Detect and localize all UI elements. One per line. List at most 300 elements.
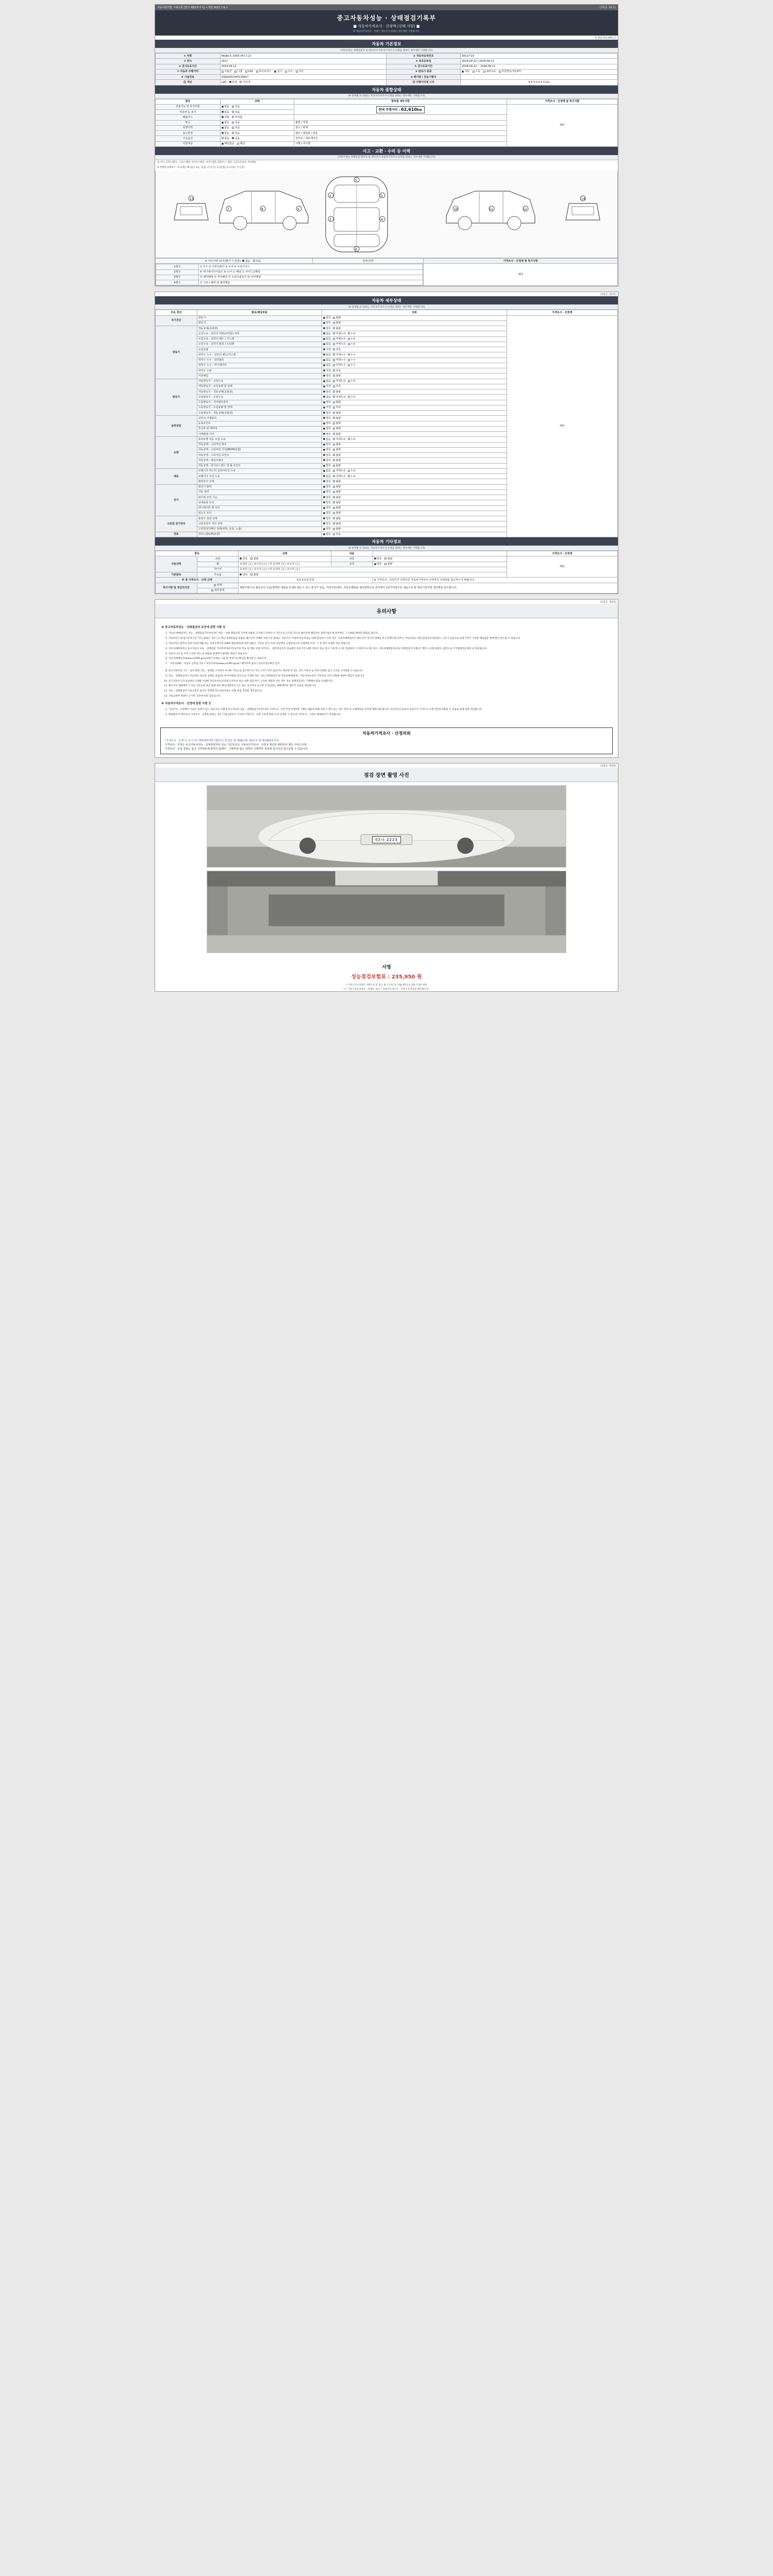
detail-state-3-1	[322, 421, 507, 426]
detail-part-1-9: 커먼레일	[197, 374, 322, 379]
car-diagram-svg	[156, 171, 618, 257]
etc-h-2b	[373, 551, 507, 556]
detail-opt-3-0-1[interactable]: 불량	[333, 417, 341, 420]
detail-opt-2-3-2[interactable]: 누유	[348, 396, 356, 399]
detail-opt-4-4-1[interactable]: 불량	[333, 459, 341, 462]
overall-price-note: 해당	[507, 104, 617, 146]
svg-text:5: 5	[355, 179, 357, 183]
car-rear-view	[566, 196, 600, 220]
basic-label-4: ⑨ 사용연료	[156, 75, 221, 80]
detail-part-4-5: 작동상태 - 타이로드엔드 및 볼 조인트	[197, 463, 322, 468]
table-header-row	[156, 551, 618, 556]
detail-opt-1-2-2[interactable]: 누유	[348, 337, 356, 341]
detail-opt-3-3-1[interactable]: 불량	[333, 433, 341, 436]
overall-state-table	[155, 99, 618, 147]
detail-state-6-4	[322, 505, 507, 511]
detail-opt-0-0-1[interactable]: 불량	[333, 316, 341, 319]
overall-h-0: 항목	[156, 99, 221, 104]
detail-state-1-6	[322, 358, 507, 363]
detail-opt-7-0-1[interactable]: 불량	[333, 517, 341, 520]
detail-opt-1-3-2[interactable]: 누유	[348, 343, 356, 346]
basic-fuel-cell	[220, 69, 386, 74]
detail-state-0-0	[322, 315, 507, 320]
detail-opt-5-1-1[interactable]: 미세누유	[333, 475, 346, 478]
price-survey-request-title: 자동차가격조사 · 산정의뢰	[362, 731, 411, 736]
detail-opt-2-6-0[interactable]: 양호	[323, 412, 331, 415]
accident-opt-0[interactable]: 없음	[242, 260, 250, 263]
detail-opt-5-1-0[interactable]: 없음	[323, 475, 331, 478]
detail-part-6-5: 윈도우 모터	[197, 511, 322, 516]
table-row	[156, 104, 618, 109]
sheet-page-2	[155, 292, 618, 594]
detail-opt-1-2-1[interactable]: 미세누유	[333, 337, 346, 341]
overall-opt-2-0[interactable]: 적합	[222, 116, 229, 119]
etc-base-label: 기본품목	[156, 572, 197, 578]
list-item: 6. 자동차매매업자(www.car365.go.kr)에서 상세를 고용 및 정보가의 확인을 확인할 수 있습니다.	[169, 657, 612, 661]
basic-trans-cell	[461, 69, 618, 74]
detail-opt-5-2-1[interactable]: 불량	[333, 480, 341, 483]
table-row	[156, 64, 618, 69]
detail-opt-4-1-1[interactable]: 불량	[333, 443, 341, 446]
table-row	[156, 269, 423, 275]
table-row	[156, 59, 618, 64]
section-accident-subnote: (자동차성능·상태점검 확인자 및 매수인이 자동차가격조사·산정을 원하는 경우에만 기재합니다)	[155, 155, 618, 160]
overall-opt-0-1[interactable]: 있음	[232, 105, 240, 108]
detail-state-8-0	[322, 532, 507, 537]
detail-opt-4-4-0[interactable]: 양호	[323, 459, 331, 462]
fuel-option-3[interactable]: 하이브리드	[256, 70, 272, 73]
overall-opt-5-1[interactable]: 있음	[232, 132, 240, 135]
form-topbar	[155, 5, 618, 10]
detail-part-4-2: 작동상태 - 스티어링 기어(MDPS포함)	[197, 447, 322, 452]
etc-h-0: 항목	[156, 551, 239, 556]
price-survey-text-1: "가격조사 · 산정"은 실시기가 매매계약체결 제3조의 및 같은 법 제58조에 제3조의 제 제1003에 따라	[165, 739, 279, 743]
detail-state-6-0	[322, 484, 507, 489]
section-state-header: 자동차 종합상태	[155, 86, 618, 94]
current-mileage-box: 현재 주행거리 : 62,610km	[376, 106, 425, 113]
detail-opt-7-1-1[interactable]: 불량	[333, 522, 341, 526]
detail-part-5-2: 배력장치 상태	[197, 479, 322, 484]
fuel-option-4[interactable]: 전기	[274, 70, 282, 73]
precautions-list-3	[169, 708, 612, 717]
detail-opt-3-1-0[interactable]: 양호	[323, 422, 331, 425]
basic-value-1: 2017	[220, 59, 386, 64]
detail-part-2-4: 수동변속기 - 기어변속장치	[197, 400, 322, 405]
detail-state-3-2	[322, 426, 507, 431]
detail-part-7-2: 고전원전기배선 상태(피복, 손상, 노출)	[197, 527, 322, 532]
fuel-option-6[interactable]: 기타	[296, 70, 304, 73]
detail-opt-2-0-0[interactable]: 없음	[323, 380, 331, 383]
detail-opt-2-3-1[interactable]: 미세누유	[333, 396, 346, 399]
etc-item-1: 휠	[197, 562, 239, 567]
car-top-view	[326, 177, 388, 252]
basic-label-0: ① 차명	[156, 54, 221, 59]
detail-price-note: 해당	[507, 315, 617, 537]
detail-opt-2-4-0[interactable]: 양호	[323, 401, 331, 404]
etc-item-2: 타이어	[197, 567, 239, 572]
svg-text:6: 6	[355, 248, 357, 252]
overall-item-5: 용도변경	[156, 131, 221, 136]
svg-text:13: 13	[190, 197, 194, 201]
svg-text:1: 1	[329, 194, 331, 198]
etc-price-note: 해당	[507, 556, 617, 578]
overall-opt-7-0[interactable]: 해당없음	[222, 142, 234, 145]
etc-opt-3-1[interactable]: 불량	[250, 573, 258, 577]
overall-opt-3-1[interactable]: 있음	[232, 121, 240, 124]
signature-label: 서명	[382, 965, 391, 971]
detail-state-3-3	[322, 432, 507, 437]
detail-state-7-2	[322, 527, 507, 532]
detail-opt-8-0-0[interactable]: 없음	[323, 533, 331, 536]
detail-opt-1-8-1[interactable]: 부족	[333, 369, 341, 372]
detail-opt-1-3-0[interactable]: 없음	[323, 343, 331, 346]
overall-item-4: 특별이력	[156, 125, 221, 130]
etc-opt-0-1[interactable]: 불량	[250, 557, 258, 561]
detail-opt-3-1-1[interactable]: 불량	[333, 422, 341, 425]
document-page	[0, 0, 773, 1007]
color-option-1[interactable]: 기타색	[240, 81, 250, 84]
detail-opt-1-2-0[interactable]: 없음	[323, 337, 331, 341]
detail-opt-1-6-1[interactable]: 미세누수	[333, 359, 346, 362]
sheet-page-3	[155, 599, 618, 758]
detail-part-6-1: 시동 모터	[197, 489, 322, 495]
trans-option-0[interactable]: 자동	[462, 70, 469, 73]
detail-state-2-4	[322, 400, 507, 405]
detail-opt-1-3-1[interactable]: 미세누유	[333, 343, 346, 346]
trans-option-1[interactable]: 수동	[473, 70, 480, 73]
document-number: 제 2021513401호	[594, 37, 616, 40]
detail-opt-4-0-1[interactable]: 미세누유	[333, 438, 346, 441]
detail-opt-2-5-0[interactable]: 적정	[323, 406, 331, 409]
overall-detail-7: 이행 / 미이행	[294, 141, 507, 146]
accident-desc-1: ※ (주요 골격) 1랭크 : 크로스멤버, 인사이드패널, 사이드멤버, 휠하우스, 패널, 트렁크플로어, 리어패널	[157, 161, 257, 164]
etc-item-0: 외장	[197, 556, 239, 562]
etc-opt-0-0[interactable]: 양호	[240, 557, 247, 561]
accident-unit-label: 단위:만원	[312, 259, 423, 264]
list-item: 2. 매매업자가 매수인이 가격조사 · 산정을 원하는 경우 국토교통부가 고시한 가격조사 · 산정 기준에 따라 조사·산정할 수 있으며 가격조사 · 산정은 매매업자가 부담합니다.	[169, 713, 612, 717]
rank-items-1: ⑤ 라디에이터서포트 ⑩ 도어 ⑪ 패널 ⑫ 사이드실패널	[198, 269, 423, 275]
basic-label-5: ⑪ 색상	[156, 80, 221, 85]
accident-price-value: 해당	[424, 264, 618, 286]
trans-option-2[interactable]: 세미오토	[483, 70, 496, 73]
table-row	[156, 280, 423, 285]
detail-part-7-1: 구동축전지 격리 상태	[197, 521, 322, 527]
detail-opt-4-2-1[interactable]: 불량	[333, 448, 341, 451]
car-right-side-view	[446, 191, 535, 230]
overall-opt-0-0[interactable]: 없음	[222, 105, 229, 108]
detail-state-1-2	[322, 336, 507, 342]
price-survey-request-box	[160, 727, 613, 755]
document-subtitle: ■ 자동차가격조사 · 산정액 (선택 사항) ■	[353, 24, 420, 28]
detail-state-6-2	[322, 495, 507, 500]
etc-state-1: 운전석 □□ 조수석 □□ / 뒤 운전석 □□ 조수석 □□	[239, 562, 331, 567]
detail-opt-4-3-1[interactable]: 불량	[333, 454, 341, 457]
detail-opt-6-4-0[interactable]: 양호	[323, 506, 331, 510]
svg-text:7: 7	[227, 208, 229, 212]
detail-h-1: 항목/해당부품	[197, 310, 322, 315]
overall-detail-3: 불법 / 적법	[294, 120, 507, 125]
svg-text:9: 9	[297, 208, 299, 212]
detail-opt-4-1-0[interactable]: 양호	[323, 443, 331, 446]
etc-item-3: 부속품	[197, 572, 239, 578]
accident-price-header: 가격조사 · 산정액 및 특기사항	[424, 259, 618, 264]
detail-opt-1-7-0[interactable]: 없음	[323, 364, 331, 367]
detail-opt-6-2-0[interactable]: 양호	[323, 496, 331, 499]
rank-label-3: 4랭크	[156, 280, 199, 285]
overall-opt-4-0[interactable]: 없음	[222, 126, 229, 129]
detail-state-1-4	[322, 347, 507, 352]
accident-history-label: ※ 사고이력 (조사/평가 시 입장) 없음 있음	[156, 259, 313, 264]
detail-group-0: 자기진단	[156, 315, 197, 326]
detail-opt-0-0-0[interactable]: 양호	[323, 316, 331, 319]
etc-h-2: 내용	[331, 551, 373, 556]
price-survey-text-3: 가격조사 · 산정 결과는 참고 가격정보에 관하여 법제처 · 구매하면 없는 내역의 구매여부 결정에 참고하실 참고문할 수 있습니다.	[165, 748, 309, 751]
rank-items-3: ⑰ 크로스멤버 ⑱ 필러패널	[198, 280, 423, 285]
detail-opt-2-5-1[interactable]: 부족	[333, 406, 341, 409]
table-row	[156, 75, 618, 80]
detail-state-1-3	[322, 342, 507, 347]
overall-opt-4-1[interactable]: 있음	[232, 126, 240, 129]
etc-h-3: 가격조사 · 산정액	[507, 551, 617, 556]
color-option-0[interactable]: 원색	[229, 81, 237, 84]
detail-opt-1-4-1[interactable]: 부족	[333, 348, 341, 351]
overall-opt-5-0[interactable]: 없음	[222, 132, 229, 135]
detail-opt-6-0-0[interactable]: 양호	[323, 485, 331, 488]
fuel-option-1[interactable]: 디젤	[234, 70, 242, 73]
overall-detail-5: 렌트 / 영업용 / 관용	[294, 131, 507, 136]
list-item: 10. 중고자동차 인도일로부터 1개월 이내에 자동차성능검사(중고자동차 성능·상태 점검자)가 고지한 내용과 다른 경우 성능·상태점검자는 기재해야 함을 안내합니다.	[169, 680, 612, 684]
rank-label-1: 2랭크	[156, 269, 199, 275]
detail-opt-6-3-0[interactable]: 양호	[323, 501, 331, 504]
overall-item-1: 자동차 등 조기	[156, 110, 221, 115]
detail-opt-6-4-1[interactable]: 불량	[333, 506, 341, 510]
detail-part-6-3: 실내송풍 모터	[197, 500, 322, 505]
photo-front-svg	[207, 786, 566, 867]
detail-part-5-1: 브레이크 오일 누유	[197, 474, 322, 479]
etc-copt-0-1[interactable]: 불량	[384, 557, 392, 561]
detail-opt-6-0-1[interactable]: 불량	[333, 485, 341, 488]
photo-underbody	[207, 871, 566, 953]
section-basic-header: 자동차 기본정보	[155, 40, 618, 48]
list-item: 9. 성능 · 상태점검자가 자동차의 성능과 상태를 점검하는데 부적합한 방식으로 기재한 경우, 성능·상태점검자 및 자동차매매업자는 자동차성능검사 기록부로 인한 손해에 대하여 책임이 있습니다.	[169, 674, 612, 679]
detail-opt-4-0-2[interactable]: 누유	[348, 438, 356, 441]
page-indicator-3: (3쪽중 제3쪽)	[600, 601, 616, 604]
list-item: 13. 국토교통부 장관이 고시한 기준에 따른 검증입니다.	[169, 694, 612, 699]
list-item: 4. 자동차매매업자는 중고자동차 성능 · 상태검검 기록부에 매수인이(이하 성능 및 책임 차량 이미지는 · 내부정검지자 성능확인 보증기간 내에 자동차 성능 검사 기준에 고시된 점검하여 고지하지 아니한 경우, 자동차매매업자(성능·상태검검자 포함)이 계약 고시에 의한다. 법적으로 국가법령정보센터 등 제공됩니다.	[169, 647, 612, 651]
etc-state-2: 운전석 □□ 조수석 □□ / 뒤 운전석 □□ 조수석 □□	[239, 567, 507, 572]
detail-opt-7-2-0[interactable]: 양호	[323, 528, 331, 531]
detail-opt-1-1-0[interactable]: 없음	[323, 332, 331, 335]
special-label: 특기사항 및 점검자의견	[156, 583, 197, 594]
detail-opt-1-1-2[interactable]: 누유	[348, 332, 356, 335]
detail-opt-0-1-1[interactable]: 불량	[333, 321, 341, 325]
detail-opt-1-8-0[interactable]: 적정	[323, 369, 331, 372]
detail-state-0-1	[322, 320, 507, 326]
section-detail-header: 자동차 세부상태	[155, 296, 618, 304]
detail-part-2-5: 수동변속기 - 오일유량 및 상태	[197, 405, 322, 410]
detail-opt-2-1-0[interactable]: 적정	[323, 385, 331, 388]
detail-part-6-4: 라디에이터 팬 모터	[197, 505, 322, 511]
photo-area	[155, 782, 618, 959]
detail-opt-5-0-2[interactable]: 누유	[348, 469, 356, 472]
detail-part-1-8: 냉각수 수량	[197, 368, 322, 374]
special-opt-1[interactable]: 내부상태	[197, 588, 239, 593]
detail-opt-2-0-1[interactable]: 미세누유	[333, 380, 346, 383]
detail-part-1-3: 오일누유 - 실린더 블록 / 오일팬	[197, 342, 322, 347]
detail-opt-2-0-2[interactable]: 누유	[348, 380, 356, 383]
sheet-page-1	[155, 4, 618, 286]
detail-opt-6-1-1[interactable]: 불량	[333, 490, 341, 494]
overall-detail-4: 침수 / 화재	[294, 125, 507, 130]
overall-opt-6-1[interactable]: 있음	[232, 137, 240, 140]
page-indicator-2: (3쪽중 제2쪽)	[600, 293, 616, 297]
odometer-digits: 0 0 0 0 0 0 0 km	[461, 80, 618, 85]
detail-opt-2-4-1[interactable]: 불량	[333, 401, 341, 404]
detail-opt-6-3-1[interactable]: 불량	[333, 501, 341, 504]
detail-opt-1-6-2[interactable]: 누수	[348, 359, 356, 362]
detail-opt-1-5-1[interactable]: 미세누수	[333, 353, 346, 357]
detail-state-body	[156, 315, 618, 537]
special-opt-0[interactable]: 상태	[197, 583, 239, 588]
overall-opt-7-1[interactable]: 해당	[237, 142, 245, 145]
basic-label-2b: ⑥ 검사유효기간	[386, 64, 461, 69]
detail-opt-6-5-0[interactable]: 양호	[323, 512, 331, 515]
detail-opt-1-7-2[interactable]: 누수	[348, 364, 356, 367]
detail-part-7-0: 충전구 절연 상태	[197, 516, 322, 521]
detail-opt-7-0-0[interactable]: 양호	[323, 517, 331, 520]
svg-text:11: 11	[489, 208, 493, 212]
detail-group-1: 원동기	[156, 326, 197, 379]
detail-opt-2-3-0[interactable]: 없음	[323, 396, 331, 399]
detail-opt-2-1-1[interactable]: 부족	[333, 385, 341, 388]
photo-footer-1: * 가격조사산정액은 제1조의 및 같은 법 고시된 본 서류(제3조의 제1조의에 따라	[346, 984, 427, 987]
detail-opt-1-5-2[interactable]: 누수	[348, 353, 356, 357]
page-indicator-1: (3쪽중 제1쪽)	[599, 6, 616, 9]
overall-item-7: 리콜대상	[156, 141, 221, 146]
basic-color-cell: LZO 원색 기타색	[220, 80, 386, 85]
detail-state-4-2	[322, 447, 507, 452]
table-row	[156, 69, 618, 74]
detail-state-4-5	[322, 463, 507, 468]
photo-underbody-svg	[207, 871, 566, 953]
detail-opt-1-4-0[interactable]: 적정	[323, 348, 331, 351]
detail-group-6: 전기	[156, 484, 197, 516]
overall-opt-2-1[interactable]: 부적합	[232, 116, 242, 119]
detail-state-5-1	[322, 474, 507, 479]
detail-opt-1-6-0[interactable]: 없음	[323, 359, 331, 362]
car-front-view	[174, 196, 208, 220]
detail-state-6-5	[322, 511, 507, 516]
detail-group-3: 동력전달	[156, 416, 197, 437]
etc-state-1c	[373, 562, 507, 567]
overall-opt-3-0[interactable]: 없음	[222, 121, 229, 124]
overall-state-3	[220, 120, 294, 125]
overall-opt-6-0[interactable]: 없음	[222, 137, 229, 140]
precautions-title: 유의사항	[155, 604, 618, 618]
document-title: 중고자동차성능 · 상태점검기록부	[337, 14, 436, 22]
detail-opt-1-0-1[interactable]: 불량	[333, 327, 341, 330]
detail-opt-5-2-0[interactable]: 양호	[323, 480, 331, 483]
svg-text:10: 10	[454, 208, 458, 212]
detail-part-4-0: 동력조향 작동 오일 누유	[197, 437, 322, 442]
detail-opt-1-9-0[interactable]: 양호	[323, 375, 331, 378]
etc-opt-3-0[interactable]: 양호	[240, 573, 247, 577]
detail-state-6-1	[322, 489, 507, 495]
detail-opt-4-2-0[interactable]: 양호	[323, 448, 331, 451]
detail-opt-4-5-1[interactable]: 불량	[333, 464, 341, 467]
basic-label-3: ⑦ 자동차 주행거리	[156, 69, 221, 74]
detail-opt-1-1-1[interactable]: 미세누유	[333, 332, 346, 335]
detail-opt-2-2-1[interactable]: 불량	[333, 391, 341, 394]
section-etc-header: 자동차 기타정보	[155, 537, 618, 546]
trans-option-3[interactable]: 무단변속기(CVT)	[499, 70, 522, 73]
detail-opt-3-3-0[interactable]: 양호	[323, 433, 331, 436]
detail-opt-2-6-1[interactable]: 불량	[333, 412, 341, 415]
detail-opt-4-3-0[interactable]: 양호	[323, 454, 331, 457]
etc-copt-1-1[interactable]: 불량	[384, 563, 392, 566]
fuel-option-2[interactable]: LPG	[245, 70, 253, 73]
detail-opt-5-0-1[interactable]: 미세누유	[333, 469, 346, 472]
detail-part-1-2: 오일누유 - 실린더 헤드 / 가스켓	[197, 336, 322, 342]
overall-item-3: 튜닝	[156, 120, 221, 125]
detail-opt-3-0-0[interactable]: 양호	[323, 417, 331, 420]
detail-opt-4-0-0[interactable]: 없음	[323, 438, 331, 441]
detail-state-2-5	[322, 405, 507, 410]
etc-state-0c	[373, 556, 507, 562]
fuel-option-0[interactable]: 가솔린	[222, 70, 232, 73]
detail-opt-6-1-0[interactable]: 양호	[323, 490, 331, 494]
detail-opt-3-2-0[interactable]: 양호	[323, 427, 331, 430]
overall-h-2: 항목별 세부사항	[294, 99, 507, 104]
detail-opt-8-0-1[interactable]: 있음	[333, 533, 341, 536]
list-item: 11. 매수인이 매매계약 시기를 기준으로 중요 물체 취득 확인(제3자의 인도 또는 표시자의 요구한 조치/검증), 매매계약서 제공이 있음을 의미합니다.	[169, 684, 612, 688]
detail-opt-1-0-0[interactable]: 양호	[323, 327, 331, 330]
svg-text:2: 2	[381, 194, 383, 198]
detail-opt-7-1-0[interactable]: 양호	[323, 522, 331, 526]
detail-part-6-0: 발전기 출력	[197, 484, 322, 489]
precautions-heading-2: ※ 자동차가격조사 · 산정에 관한 사항 등	[161, 702, 211, 705]
svg-text:12: 12	[523, 208, 527, 212]
basic-label-2: ⑤ 검사유효기간	[156, 64, 221, 69]
detail-opt-5-1-2[interactable]: 누유	[348, 475, 356, 478]
detail-opt-6-5-1[interactable]: 불량	[333, 512, 341, 515]
overall-opt-1-1[interactable]: 있음	[232, 111, 240, 114]
detail-opt-4-5-0[interactable]: 양호	[323, 464, 331, 467]
etc-copt-1-0[interactable]: 양호	[374, 563, 382, 566]
overall-opt-1-0[interactable]: 없음	[222, 111, 229, 114]
list-item: 7. - 자동차365 : 자동차 금액을 공유 / 자동차정보(www.car365.go.kr) 페이지에 접속 / 자동차성능확인 검색	[169, 662, 612, 666]
table-row	[156, 259, 618, 264]
detail-opt-7-2-1[interactable]: 불량	[333, 528, 341, 531]
detail-opt-6-2-1[interactable]: 불량	[333, 496, 341, 499]
svg-text:3: 3	[329, 218, 331, 222]
detail-opt-1-7-1[interactable]: 미세누수	[333, 364, 346, 367]
accident-opt-1[interactable]: 있음	[253, 260, 261, 263]
mileage-box-cell	[294, 104, 507, 115]
detail-opt-1-5-0[interactable]: 없음	[323, 353, 331, 357]
detail-opt-5-0-0[interactable]: 없음	[323, 469, 331, 472]
detail-opt-1-9-1[interactable]: 불량	[333, 375, 341, 378]
form-legal-ref: 자동차관리법 시행규칙 [별지 제82호서식] <개정 2021.7.8.>	[157, 6, 228, 9]
detail-opt-3-2-1[interactable]: 불량	[333, 427, 341, 430]
etc-copt-0-0[interactable]: 양호	[374, 557, 382, 561]
fuel-option-5[interactable]: 수소	[285, 70, 293, 73]
detail-opt-0-1-0[interactable]: 양호	[323, 321, 331, 325]
detail-state-7-1	[322, 521, 507, 527]
list-item: 3. 자동차인도일부터 보증기간(1개월 또는 보증주행거리 2000 제공하며)에 관한 내용은 기준을 검사 이내, 보증책임 근접중심으로 이행하며 이후, 그 중 권자 포내한 것을 위합니다.	[169, 642, 612, 646]
section-etc-subnote: (※ 항목별 표기(O)는 자동차가격조사·산정을 원하는 경우에만 기재합니다)	[155, 546, 618, 551]
detail-opt-2-2-0[interactable]: 양호	[323, 391, 331, 394]
